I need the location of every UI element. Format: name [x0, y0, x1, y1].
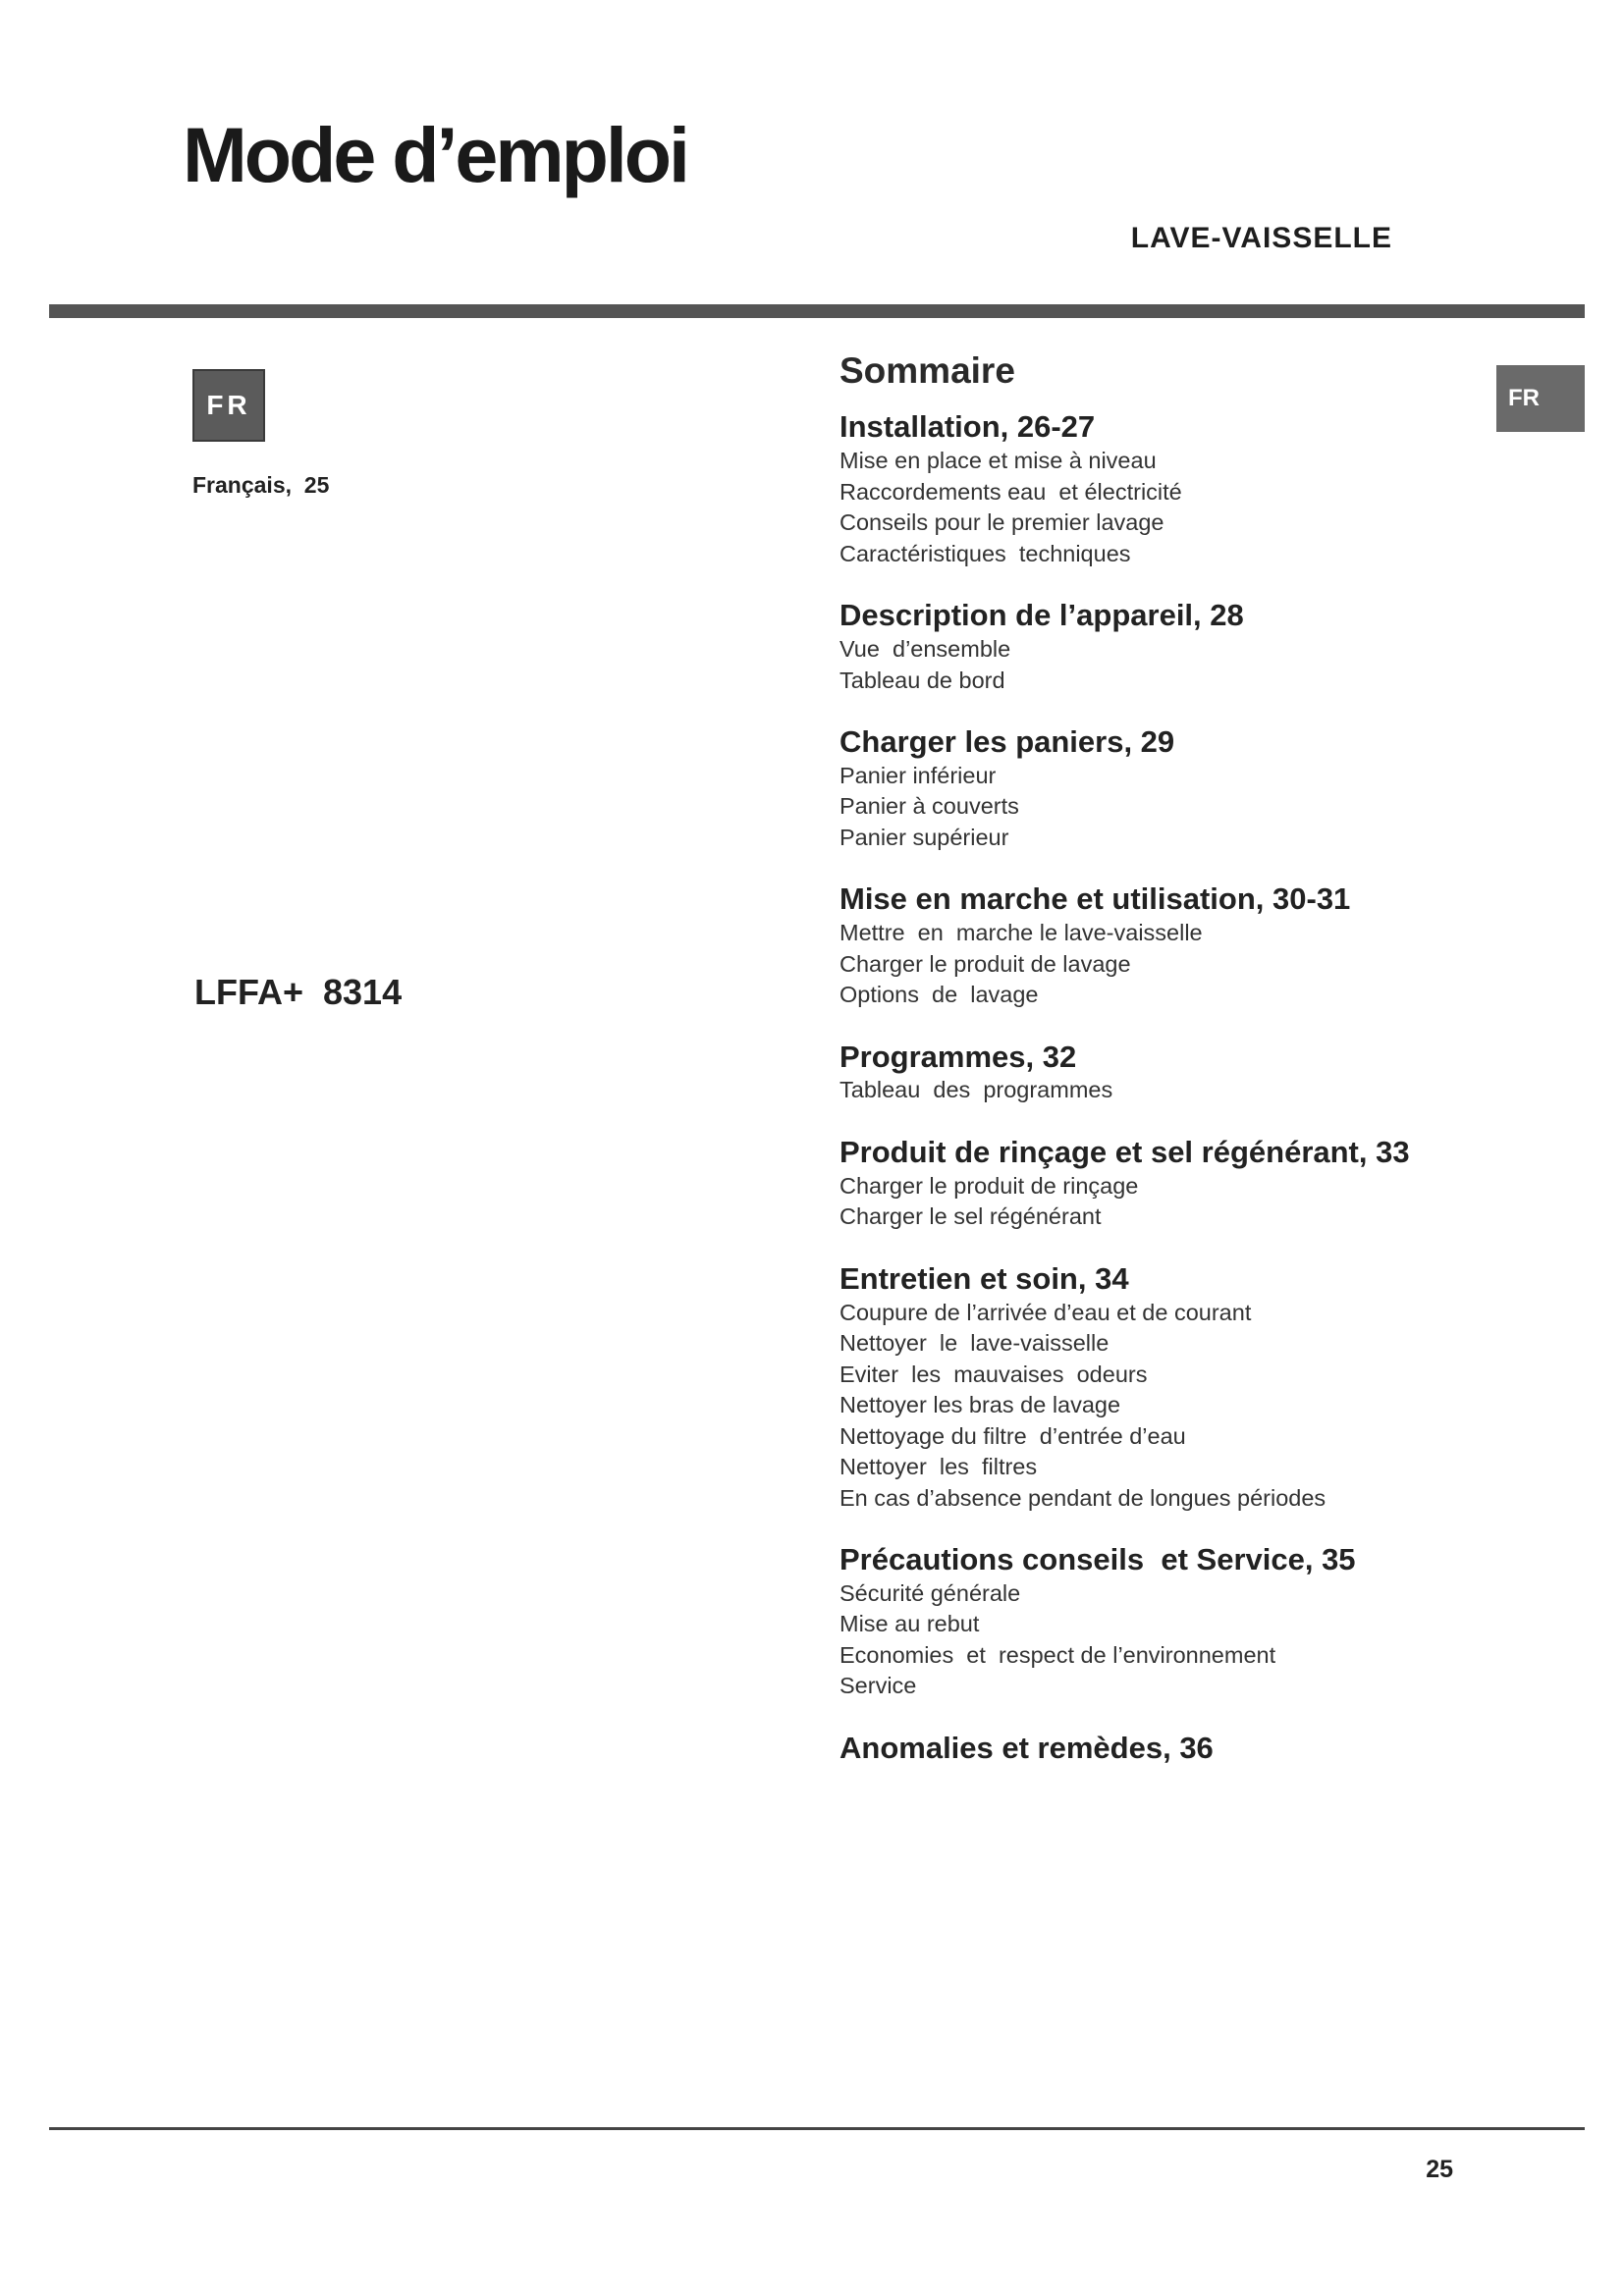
toc-section-title[interactable]: Mise en marche et utilisation, 30-31 [839, 881, 1351, 917]
toc-subsection-item[interactable]: Sécurité générale [839, 1579, 1021, 1606]
footer-divider [49, 2127, 1585, 2130]
toc-section-title[interactable]: Entretien et soin, 34 [839, 1260, 1129, 1296]
toc-subsection-item[interactable]: Nettoyer les bras de lavage [839, 1392, 1121, 1418]
toc-subsection-item[interactable]: Nettoyage du filtre d’entrée d’eau [839, 1422, 1186, 1449]
toc-sections [839, 408, 1488, 1766]
toc-section [839, 1039, 1488, 1106]
language-side-tab: FR [1496, 365, 1585, 432]
page-number: 25 [1426, 2156, 1453, 2183]
model-number: LFFA+ 8314 [194, 972, 403, 1012]
toc-subsection-item[interactable]: Tableau des programmes [839, 1077, 1113, 1103]
toc-section [839, 408, 1488, 569]
toc-subsection-list [839, 446, 1488, 569]
toc-section-title[interactable]: Produit de rinçage et sel régénérant, 33 [839, 1134, 1410, 1169]
toc-subsection-item[interactable]: Panier à couverts [839, 793, 1019, 820]
toc-subsection-item[interactable]: Charger le produit de rinçage [839, 1172, 1139, 1199]
header-divider [49, 304, 1585, 318]
toc-subsection-item[interactable]: Panier inférieur [839, 762, 997, 788]
toc-subsection-item[interactable]: Caractéristiques techniques [839, 540, 1131, 566]
toc-subsection-item[interactable]: Charger le produit de lavage [839, 950, 1131, 977]
toc-subsection-item[interactable]: Charger le sel régénérant [839, 1203, 1102, 1230]
toc-section-title[interactable]: Précautions conseils et Service, 35 [839, 1542, 1356, 1577]
toc-subsection-item[interactable]: Service [839, 1673, 917, 1699]
toc-section [839, 1541, 1488, 1702]
toc-subsection-item[interactable]: Mettre en marche le lave-vaisselle [839, 920, 1203, 946]
toc-section [839, 597, 1488, 696]
toc-section [839, 1730, 1488, 1767]
document-title: Mode d’emploi [183, 111, 687, 198]
product-category: LAVE-VAISSELLE [1130, 222, 1392, 254]
toc-subsection-list [839, 761, 1488, 854]
toc-section [839, 1260, 1488, 1514]
toc-subsection-item[interactable]: Vue d’ensemble [839, 636, 1011, 663]
toc-section-title[interactable]: Programmes, 32 [839, 1039, 1077, 1074]
toc-subsection-item[interactable]: Economies et respect de l’environnement [839, 1641, 1276, 1668]
toc-section [839, 723, 1488, 853]
toc-section-title[interactable]: Installation, 26-27 [839, 409, 1096, 445]
language-page-reference[interactable]: Français, 25 [192, 472, 330, 498]
toc-subsection-item[interactable]: Conseils pour le premier lavage [839, 509, 1164, 536]
toc-section-title[interactable]: Anomalies et remèdes, 36 [839, 1730, 1214, 1765]
toc-subsection-list [839, 1075, 1488, 1106]
toc-subsection-item[interactable]: Panier supérieur [839, 824, 1009, 850]
toc-subsection-item[interactable]: Raccordements eau et électricité [839, 478, 1182, 505]
toc-subsection-item[interactable]: Eviter les mauvaises odeurs [839, 1361, 1148, 1387]
toc-subsection-item[interactable]: En cas d’absence pendant de longues périodes [839, 1484, 1326, 1511]
toc-subsection-item[interactable]: Options de lavage [839, 982, 1039, 1008]
table-of-contents [839, 349, 1488, 1794]
toc-section [839, 881, 1488, 1010]
toc-subsection-list [839, 1298, 1488, 1515]
toc-subsection-list [839, 1578, 1488, 1702]
toc-subsection-list [839, 918, 1488, 1011]
toc-subsection-item[interactable]: Nettoyer les filtres [839, 1454, 1038, 1480]
toc-subsection-list [839, 1171, 1488, 1233]
toc-section-title[interactable]: Charger les paniers, 29 [839, 724, 1175, 760]
toc-section-title[interactable]: Description de l’appareil, 28 [839, 598, 1244, 633]
toc-subsection-item[interactable]: Nettoyer le lave-vaisselle [839, 1330, 1110, 1357]
toc-section [839, 1134, 1488, 1233]
toc-heading: Sommaire [839, 350, 1015, 391]
toc-subsection-list [839, 634, 1488, 696]
toc-subsection-item[interactable]: Mise au rebut [839, 1611, 980, 1637]
language-badge: FR [192, 369, 265, 442]
toc-subsection-item[interactable]: Coupure de l’arrivée d’eau et de courant [839, 1299, 1252, 1325]
toc-subsection-item[interactable]: Tableau de bord [839, 667, 1005, 693]
toc-subsection-item[interactable]: Mise en place et mise à niveau [839, 448, 1157, 474]
